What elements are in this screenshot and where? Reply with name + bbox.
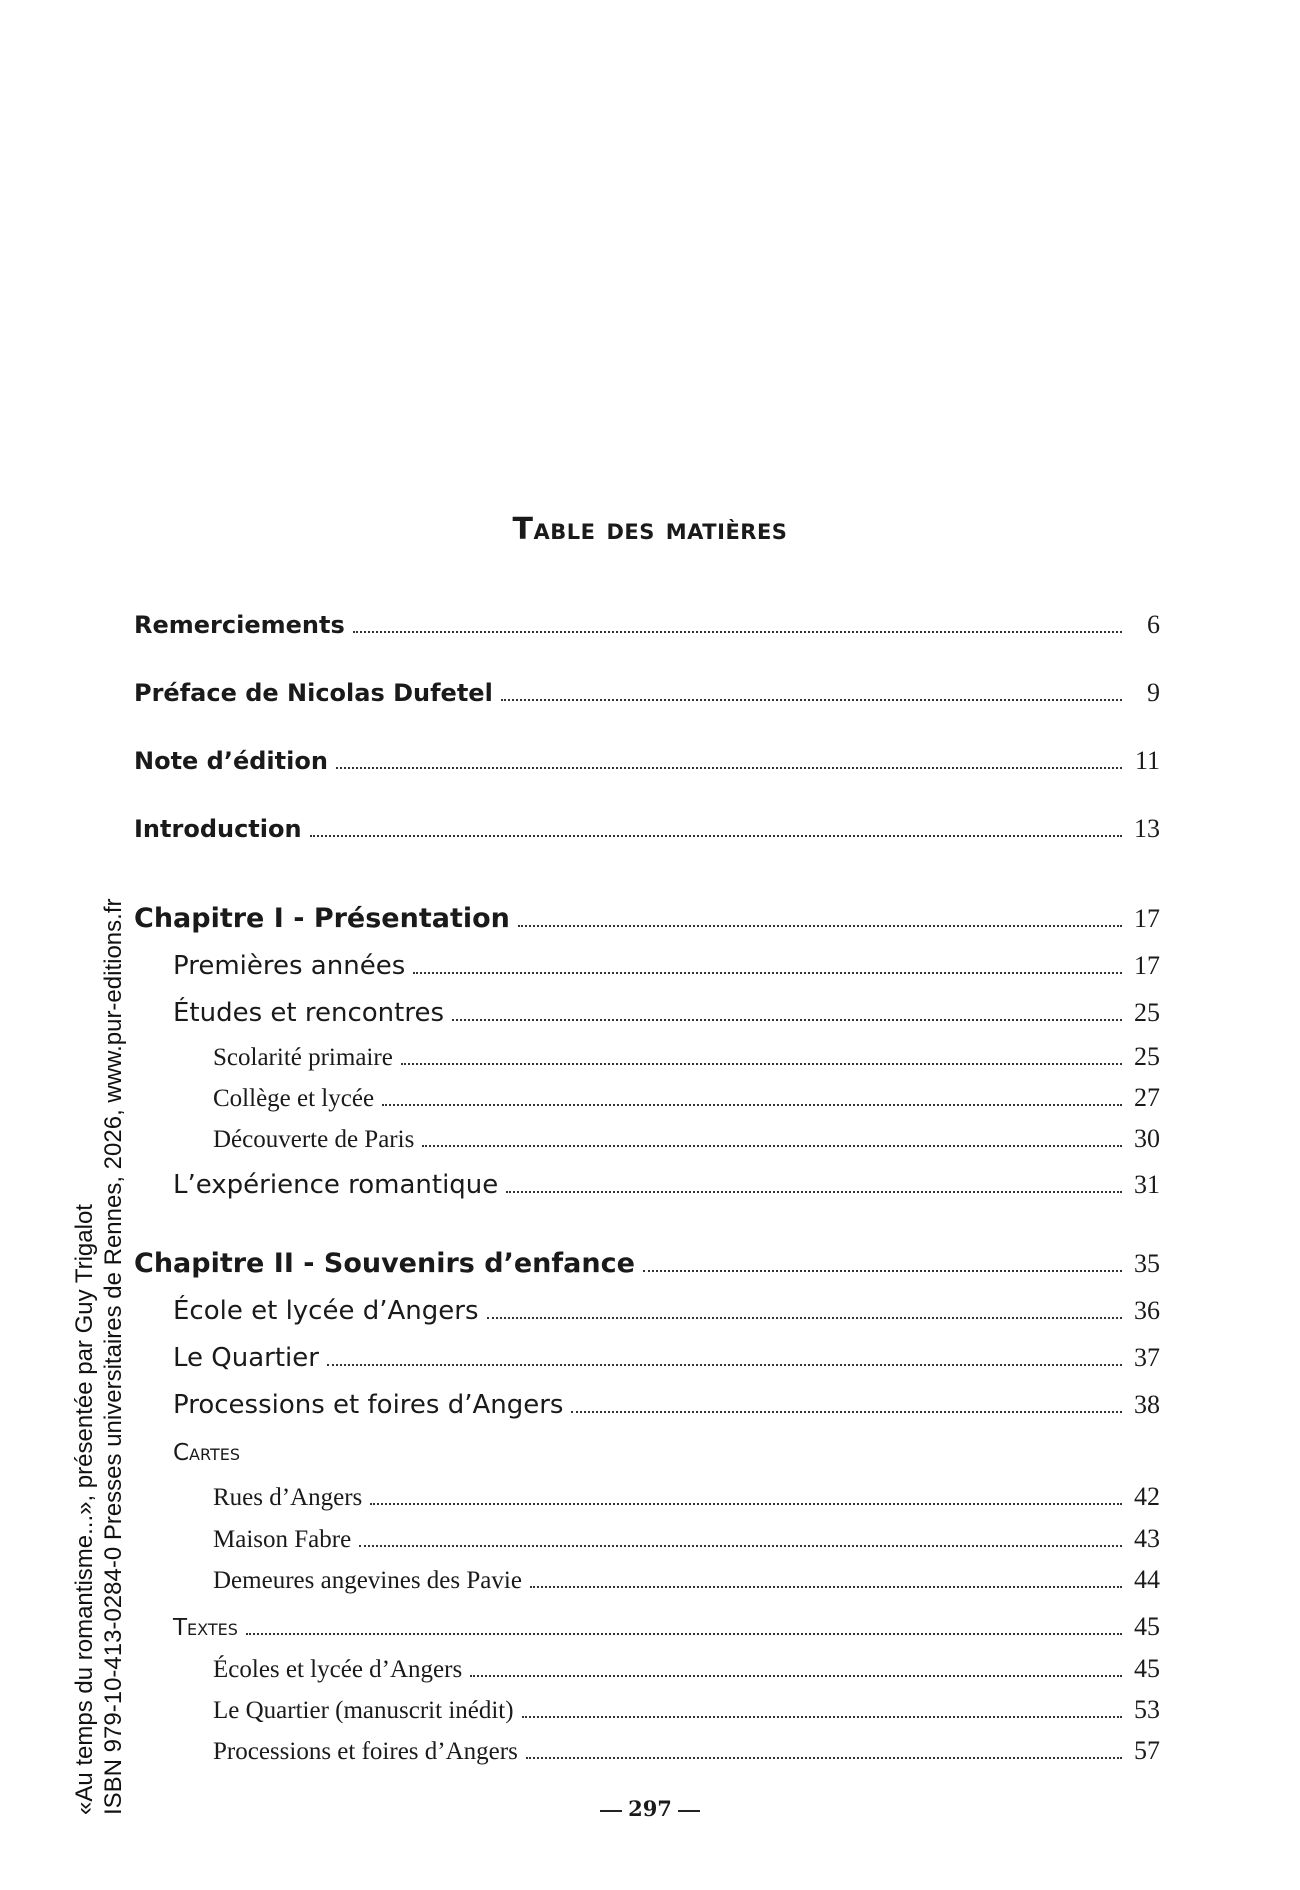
dot-leader bbox=[452, 1019, 1122, 1021]
toc-entry[interactable] bbox=[134, 610, 1160, 640]
toc-group-entry[interactable] bbox=[173, 1612, 1160, 1642]
toc-entry-label: Le Quartier (manuscrit inédit) bbox=[213, 1697, 514, 1724]
toc-entry-label: Le Quartier bbox=[173, 1343, 319, 1373]
dot-leader bbox=[522, 1716, 1122, 1718]
toc-subsection-entry[interactable] bbox=[213, 1083, 1160, 1113]
dot-leader bbox=[506, 1191, 1122, 1193]
toc-entry-page: 57 bbox=[1134, 1736, 1160, 1765]
toc-entry-page: 11 bbox=[1134, 746, 1160, 775]
toc-chapter-entry[interactable] bbox=[134, 1248, 1160, 1279]
dot-leader bbox=[413, 972, 1122, 974]
toc-entry-page: 36 bbox=[1134, 1296, 1160, 1325]
toc-entry-page: 6 bbox=[1147, 610, 1160, 639]
dot-leader bbox=[336, 767, 1122, 769]
toc-subsection-entry[interactable] bbox=[213, 1654, 1160, 1684]
toc-entry-label: Découverte de Paris bbox=[213, 1126, 415, 1153]
toc-entry-page: 53 bbox=[1134, 1695, 1160, 1724]
toc-section-entry[interactable] bbox=[173, 998, 1160, 1028]
toc-entry-label: Chapitre I - Présentation bbox=[134, 903, 510, 934]
toc-subsection-entry[interactable] bbox=[213, 1524, 1160, 1554]
dot-leader bbox=[370, 1503, 1122, 1505]
toc-entry-label: Premières années bbox=[173, 951, 406, 981]
toc-entry-page: 45 bbox=[1134, 1612, 1160, 1641]
dot-leader bbox=[530, 1586, 1122, 1588]
toc-group-label: Textes bbox=[173, 1615, 238, 1641]
toc-subsection-entry[interactable] bbox=[213, 1042, 1160, 1072]
dot-leader bbox=[526, 1757, 1122, 1759]
dot-leader bbox=[518, 925, 1122, 927]
toc-entry-label: Chapitre II - Souvenirs d’enfance bbox=[134, 1248, 635, 1279]
toc-entry-page: 30 bbox=[1134, 1124, 1160, 1153]
dot-leader bbox=[327, 1364, 1122, 1366]
dot-leader bbox=[501, 699, 1122, 701]
toc-entry-label: Rues d’Angers bbox=[213, 1484, 363, 1511]
toc-entry-label: Note d’édition bbox=[134, 747, 328, 775]
copyright-margin-note bbox=[70, 899, 128, 1815]
toc-subsection-entry[interactable] bbox=[213, 1482, 1160, 1512]
dot-leader bbox=[571, 1411, 1122, 1413]
toc-section-entry[interactable] bbox=[173, 1170, 1160, 1200]
dot-leader bbox=[382, 1104, 1122, 1106]
toc-entry-label: École et lycée d’Angers bbox=[173, 1296, 479, 1326]
dot-leader bbox=[353, 631, 1122, 633]
margin-note-line-1: «Au temps du romantisme...», présentée par Guy Trigalot bbox=[71, 1204, 98, 1815]
toc-entry-label: Introduction bbox=[134, 815, 302, 843]
toc-group-heading bbox=[173, 1440, 1160, 1466]
dot-leader bbox=[422, 1145, 1122, 1147]
dot-leader bbox=[470, 1675, 1122, 1677]
toc-group-label: Cartes bbox=[173, 1440, 240, 1466]
toc-chapter-entry[interactable] bbox=[134, 903, 1160, 934]
toc-subsection-entry[interactable] bbox=[213, 1736, 1160, 1766]
toc-subsection-entry[interactable] bbox=[213, 1565, 1160, 1595]
toc-entry-label: L’expérience romantique bbox=[173, 1170, 499, 1200]
toc-entry-label: Processions et foires d’Angers bbox=[213, 1738, 518, 1765]
toc-entry-label: Études et rencontres bbox=[173, 998, 444, 1028]
toc-entry-page: 37 bbox=[1134, 1343, 1160, 1372]
toc-entry-label: Remerciements bbox=[134, 611, 345, 639]
folio-dash-left bbox=[600, 1810, 622, 1812]
toc-entry-page: 13 bbox=[1134, 814, 1160, 843]
toc-entry[interactable] bbox=[134, 814, 1160, 844]
toc-section-entry[interactable] bbox=[173, 1343, 1160, 1373]
toc-entry-label: Préface de Nicolas Dufetel bbox=[134, 679, 493, 707]
dot-leader bbox=[359, 1545, 1122, 1547]
dot-leader bbox=[310, 835, 1122, 837]
page-number bbox=[0, 1796, 1300, 1821]
page-title: Table des matières bbox=[512, 512, 788, 547]
toc-entry-page: 35 bbox=[1134, 1249, 1160, 1278]
toc-entry-page: 38 bbox=[1134, 1390, 1160, 1419]
toc-entry-page: 45 bbox=[1134, 1654, 1160, 1683]
toc-entry-page: 42 bbox=[1134, 1482, 1160, 1511]
toc-entry-page: 17 bbox=[1134, 951, 1160, 980]
toc-entry-page: 43 bbox=[1134, 1524, 1160, 1553]
toc-entry[interactable] bbox=[134, 746, 1160, 776]
toc-entry[interactable] bbox=[134, 678, 1160, 708]
toc-entry-page: 25 bbox=[1134, 998, 1160, 1027]
margin-note-line-2: ISBN 979-10-413-0284-0 Presses universitaires de Rennes, 2026, www.pur-editions.fr bbox=[100, 898, 127, 1815]
toc-entry-label: Maison Fabre bbox=[213, 1526, 352, 1553]
toc-entry-label: Écoles et lycée d’Angers bbox=[213, 1656, 463, 1683]
dot-leader bbox=[401, 1063, 1122, 1065]
toc-entry-page: 17 bbox=[1134, 904, 1160, 933]
folio-value: 297 bbox=[628, 1796, 672, 1821]
dot-leader bbox=[246, 1633, 1122, 1635]
toc-section-entry[interactable] bbox=[173, 1296, 1160, 1326]
toc-section-entry[interactable] bbox=[173, 951, 1160, 981]
toc-subsection-entry[interactable] bbox=[213, 1695, 1160, 1725]
toc-entry-label: Scolarité primaire bbox=[213, 1044, 393, 1071]
toc-entry-page: 9 bbox=[1147, 678, 1160, 707]
dot-leader bbox=[643, 1270, 1122, 1272]
toc-entry-page: 31 bbox=[1134, 1170, 1160, 1199]
toc-subsection-entry[interactable] bbox=[213, 1124, 1160, 1154]
toc-entry-label: Demeures angevines des Pavie bbox=[213, 1567, 522, 1594]
toc-entry-page: 25 bbox=[1134, 1042, 1160, 1071]
toc-entry-page: 27 bbox=[1134, 1083, 1160, 1112]
toc-entry-page: 44 bbox=[1134, 1565, 1160, 1594]
toc-entry-label: Collège et lycée bbox=[213, 1085, 375, 1112]
toc-section-entry[interactable] bbox=[173, 1390, 1160, 1420]
toc-entry-label: Processions et foires d’Angers bbox=[173, 1390, 564, 1420]
folio-dash-right bbox=[678, 1810, 700, 1812]
dot-leader bbox=[487, 1317, 1123, 1319]
